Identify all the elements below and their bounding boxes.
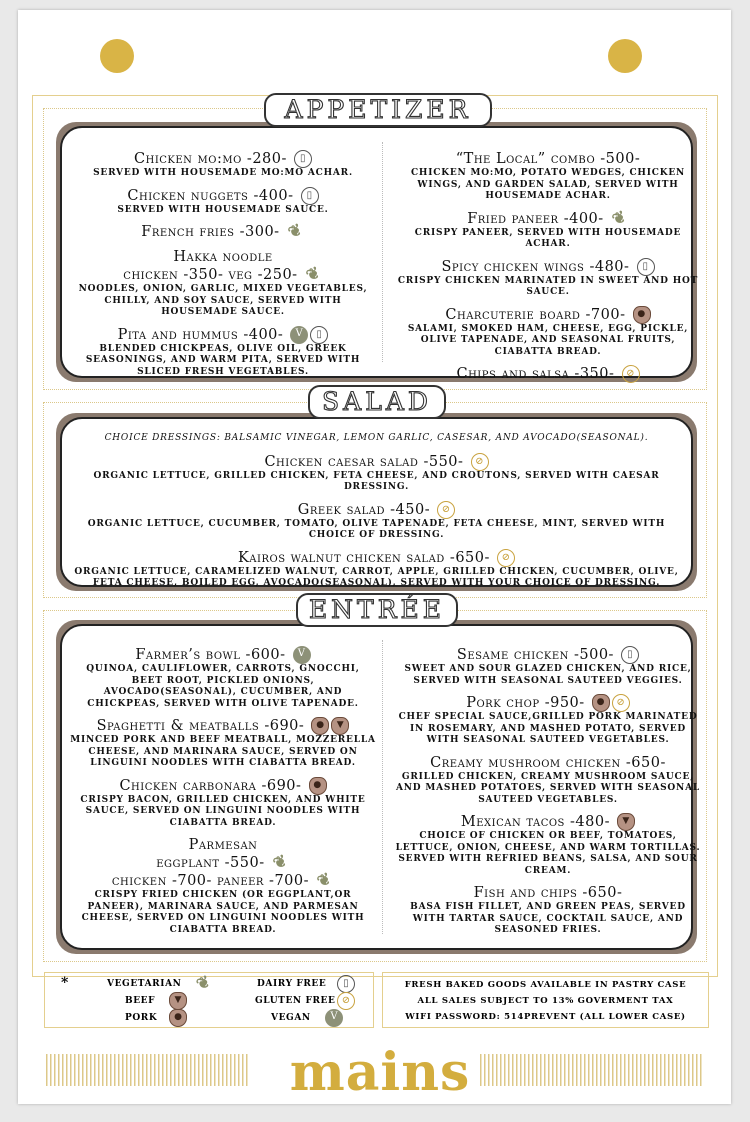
dairy-free-icon: ▯ — [337, 975, 355, 993]
item-name — [392, 258, 704, 276]
item-prices-text: chicken -350- veg -250- — [123, 267, 298, 283]
entree-panel — [56, 620, 701, 954]
item-desc: SALAMI, SMOKED HAM, CHEESE, EGG, PICKLE, OLIVE TAPENADE, AND SEASONAL FRUITS, CIABATTA BREAD. — [407, 323, 689, 357]
item-name-text: Sesame chicken -500- — [456, 647, 614, 663]
gluten-free-icon: ⊘ — [337, 992, 355, 1010]
item-name — [70, 326, 376, 344]
menu-page — [18, 10, 731, 1104]
item-desc: ORGANIC LETTUCE, CARAMELIZED WALNUT, CARROT, APPLE, GRILLED CHICKEN, CUCUMBER, OLIVE, FETA CHEESE, BOILED EGG, AVOCADO(SEASONAL), SERVED WITH YOUR CHOICE OF DRESSING. — [74, 566, 679, 588]
menu-item — [72, 501, 681, 542]
item-desc: CHOICE OF CHICKEN OR BEEF, TOMATOES, LETTUCE, ONION, CHEESE, AND WARM TORTILLAS. SERVED WITH REFRIED BEANS, SALSA, AND SOUR CREAM. — [395, 831, 701, 876]
item-name: Parmesan — [188, 837, 258, 853]
menu-item — [392, 258, 704, 299]
legend-vegetarian: VEGETARIAN — [107, 979, 182, 989]
dressings-note: CHOICE DRESSINGS: BALSAMIC VINEGAR, LEMON GARLIC, CASESAR, AND AVOCADO(SEASONAL). — [104, 433, 649, 443]
item-name-text: Greek salad -450- — [297, 501, 431, 518]
item-name — [70, 717, 376, 735]
menu-item — [392, 754, 704, 807]
item-desc: CHICKEN MO:MO, POTATO WEDGES, CHICKEN WINGS, AND GARDEN SALAD, SERVED WITH HOUSEMADE ACHAR. — [410, 168, 686, 201]
item-name-text: Kairos walnut chicken salad -650- — [237, 549, 490, 566]
menu-item — [70, 646, 376, 710]
decorative-stripes-right — [480, 1054, 704, 1086]
dairy-free-icon: ▯ — [301, 187, 319, 205]
item-desc: CRISPY PANEER, SERVED WITH HOUSEMADE ACHAR. — [414, 227, 682, 249]
pork-icon: ● — [169, 1009, 187, 1027]
pork-icon: ● — [633, 306, 651, 324]
info-line: FRESH BAKED GOODS AVAILABLE IN PASTRY CASE — [404, 980, 687, 990]
item-desc: CRISPY FRIED CHICKEN (OR EGGPLANT,OR PANEER), MARINARA SAUCE, AND PARMESAN CHEESE, SERVED ON LINGUINI NOODLES WITH CIABATTA BREAD. — [81, 890, 365, 935]
legend-pork: PORK — [125, 1013, 158, 1023]
item-name-text: Spaghetti & meatballs -690- — [96, 718, 305, 734]
item-name — [456, 365, 639, 383]
item-name: Creamy mushroom chicken -650- — [430, 754, 666, 771]
vegan-icon: V — [290, 326, 308, 344]
dairy-free-icon: ▯ — [294, 150, 312, 168]
item-name-text: Chicken mo:mo -280- — [134, 151, 287, 167]
info-box — [382, 972, 709, 1028]
decorative-stripes-left — [46, 1054, 250, 1086]
vegetarian-icon: ❦ — [608, 205, 630, 229]
item-name: Hakka noodle — [173, 249, 273, 265]
legend-vegan: VEGAN — [271, 1013, 311, 1023]
beef-icon: ▼ — [169, 992, 187, 1010]
menu-item — [392, 694, 704, 747]
legend-gluten-free: GLUTEN FREE — [255, 996, 336, 1006]
menu-item — [392, 813, 704, 877]
item-name — [392, 205, 704, 229]
section-title-appetizer: APPETIZER — [264, 93, 492, 127]
item-desc: BLENDED CHICKPEAS, OLIVE OIL, GREEK SEASONINGS, AND WARM PITA, SERVED WITH SLICED FRESH VEGETABLES. — [85, 343, 361, 377]
gluten-free-icon: ⊘ — [622, 365, 640, 383]
pork-icon: ● — [592, 694, 610, 712]
salad-panel — [56, 413, 697, 591]
menu-item — [70, 777, 376, 830]
gluten-free-icon: ⊘ — [437, 501, 455, 519]
item-name-text: French fries -300- — [141, 224, 280, 240]
item-name — [117, 187, 328, 205]
beef-icon: ▼ — [331, 717, 349, 735]
item-name-text: Charcuterie board -700- — [445, 306, 626, 323]
vegetarian-icon: ❦ — [302, 262, 324, 286]
item-name-line2-text: eggplant -550- — [156, 855, 265, 871]
item-name — [72, 549, 681, 567]
item-desc: QUINOA, CAULIFLOWER, CARROTS, GNOCCHI, BEET ROOT, PICKLED ONIONS, AVOCADO(SEASONAL), CUCUMBER, AND CHICKPEAS, SERVED WITH OLIVE TAPENADE. — [86, 664, 360, 709]
footer-title: mains — [289, 1042, 471, 1103]
item-name — [141, 219, 306, 243]
item-name — [72, 501, 681, 519]
dairy-free-icon: ▯ — [637, 258, 655, 276]
item-name — [392, 694, 704, 712]
menu-item — [392, 884, 704, 937]
menu-item — [93, 150, 353, 180]
item-desc: SWEET AND SOUR GLAZED CHICKEN, AND RICE, SERVED WITH SEASONAL SAUTEED VEGGIES. — [404, 664, 692, 686]
menu-item — [392, 306, 704, 359]
vegetarian-icon: ❦ — [314, 868, 335, 892]
pork-icon: ● — [309, 777, 327, 795]
item-name-text: Spicy chicken wings -480- — [441, 258, 630, 275]
item-name: “The Local” combo -500- — [455, 151, 641, 167]
vegan-icon: V — [293, 646, 311, 664]
item-desc: ORGANIC LETTUCE, GRILLED CHICKEN, FETA CHEESE, AND CROUTONS, SERVED WITH CAESAR DRESSING. — [93, 470, 660, 492]
item-name — [392, 306, 704, 324]
item-name-text: Farmer’s bowl -600- — [135, 647, 286, 663]
menu-item — [70, 717, 376, 770]
menu-item — [70, 326, 376, 379]
menu-item — [72, 453, 681, 494]
binder-hole-right — [608, 39, 642, 73]
pork-icon: ● — [311, 717, 329, 735]
item-name — [72, 453, 681, 471]
column-divider — [382, 640, 383, 934]
menu-item — [392, 205, 704, 251]
dairy-free-icon: ▯ — [310, 326, 328, 344]
item-desc: SERVED WITH HOUSEMADE MO:MO ACHAR. — [93, 168, 353, 178]
legend-dairy-free: DAIRY FREE — [257, 979, 327, 989]
item-name — [70, 777, 376, 795]
item-name-text: Mexican tacos -480- — [460, 814, 610, 830]
item-name-text: Fried paneer -400- — [467, 210, 604, 227]
appetizer-panel — [56, 122, 697, 382]
item-name-prices — [70, 262, 376, 286]
menu-item — [456, 365, 639, 383]
item-desc: CRISPY BACON, GRILLED CHICKEN, AND WHITE SAUCE, SERVED ON LINGUINI NOODLES WITH CIABATTA BREAD. — [80, 794, 366, 828]
item-desc: NOODLES, ONION, GARLIC, MIXED VEGETABLES, CHILLY, AND SOY SAUCE, SERVED WITH HOUSEMADE SAUCE. — [78, 284, 368, 317]
binder-hole-left — [100, 39, 134, 73]
item-desc: MINCED PORK AND BEEF MEATBALL, MOZZERELLA CHEESE, AND MARINARA SAUCE, SERVED ON LINGUINI NOODLES WITH CIABATTA BREAD. — [70, 735, 376, 768]
section-title-entree: ENTRÉE — [296, 593, 458, 627]
section-title-salad: SALAD — [308, 385, 446, 419]
item-name-text: Pita and hummus -400- — [117, 326, 284, 343]
item-desc: SERVED WITH HOUSEMADE SAUCE. — [117, 204, 329, 215]
item-desc: CHEF SPECIAL SAUCE,GRILLED PORK MARINATED IN ROSEMARY, AND MASHED POTATO, SERVED WITH SEASONAL SAUTEED VEGETABLES. — [398, 712, 698, 745]
star-icon: * — [61, 975, 69, 991]
gluten-free-icon: ⊘ — [471, 453, 489, 471]
item-name-text: Pork chop -950- — [466, 695, 585, 711]
column-divider — [382, 142, 383, 362]
item-desc: ORGANIC LETTUCE, CUCUMBER, TOMATO, OLIVE TAPENADE, FETA CHEESE, MINT, SERVED WITH CHOICE OF DRESSING. — [87, 518, 666, 540]
vegetarian-icon: ❦ — [269, 850, 291, 874]
vegetarian-icon: ❦ — [284, 219, 306, 243]
item-name — [70, 646, 376, 664]
item-name-text: Chicken caesar salad -550- — [264, 453, 464, 470]
info-line: ALL SALES SUBJECT TO 13% GOVERMENT TAX — [417, 996, 674, 1006]
item-name-text: Chips and salsa -350- — [456, 366, 615, 382]
item-name-line3-text: chicken -700- paneer -700- — [111, 873, 310, 889]
beef-icon: ▼ — [617, 813, 635, 831]
item-name-line3 — [70, 868, 376, 892]
item-name-text: Chicken carbonara -690- — [119, 777, 302, 794]
legend-beef: BEEF — [125, 996, 156, 1006]
item-name-text: Chicken nuggets -400- — [127, 187, 294, 204]
item-name: Fish and chips -650- — [473, 885, 623, 901]
vegetarian-icon: ❦ — [193, 971, 214, 995]
item-name — [392, 813, 704, 831]
item-desc: GRILLED CHICKEN, CREAMY MUSHROOM SAUCE, AND MASHED POTATOES, SERVED WITH SEASONAL SAUTEED VEGETABLES. — [395, 771, 700, 805]
menu-item — [117, 187, 328, 217]
vegan-icon: V — [325, 1009, 343, 1027]
menu-item — [392, 646, 704, 687]
menu-item — [70, 836, 376, 936]
item-desc: CRISPY CHICKEN MARINATED IN SWEET AND HOT SAUCE. — [397, 275, 699, 297]
menu-item — [70, 248, 376, 319]
wifi-info: WIFI PASSWORD: 514PREVENT (ALL LOWER CASE) — [405, 1012, 686, 1022]
gluten-free-icon: ⊘ — [612, 694, 630, 712]
item-desc: BASA FISH FILLET, AND GREEN PEAS, SERVED WITH TARTAR SAUCE, COCKTAIL SAUCE, AND SEASONED FRIES. — [410, 902, 686, 935]
item-name — [93, 150, 353, 168]
item-name — [392, 646, 704, 664]
menu-item — [392, 150, 704, 203]
item-name-line2 — [70, 850, 376, 874]
dairy-free-icon: ▯ — [621, 646, 639, 664]
menu-item — [141, 219, 306, 243]
gluten-free-icon: ⊘ — [497, 549, 515, 567]
legend-box — [44, 972, 374, 1028]
menu-item — [72, 549, 681, 590]
